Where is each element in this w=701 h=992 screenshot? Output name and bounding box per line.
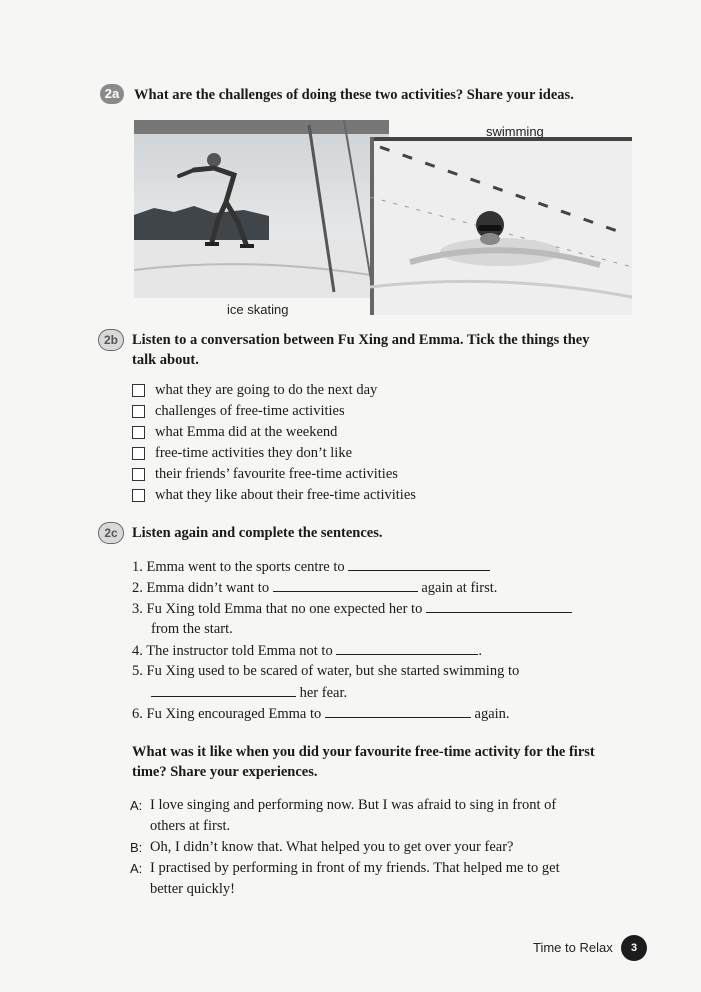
answer-blank[interactable] [151,682,296,697]
checkbox[interactable] [132,405,145,418]
answer-blank[interactable] [426,598,572,613]
checkbox-label: free-time activities they don’t like [155,445,353,461]
checkbox-label: their friends’ favourite free-time activities [155,466,398,482]
headphones-icon: 2b [103,333,118,347]
dialogue-line: I practised by performing in front of my friends. That helped me to get [150,860,560,876]
speaker-label: A: [130,861,143,876]
checkbox-label: what Emma did at the weekend [155,424,338,440]
exercise-2a-prompt: What are the challenges of doing these two activities? Share your ideas. [134,87,574,103]
checkbox-label: what they like about their free-time activities [155,487,416,503]
checkbox[interactable] [132,384,145,397]
exercise-badge-2b [98,329,124,351]
checkbox-label: challenges of free-time activities [155,403,345,419]
answer-blank[interactable] [348,556,490,571]
answer-blank[interactable] [325,703,471,718]
dialogue-line: I love singing and performing now. But I was afraid to sing in front of [150,797,557,813]
dialogue-line: Oh, I didn’t know that. What helped you to get over your fear? [150,839,514,855]
list-item[interactable] [132,382,377,399]
list-item[interactable] [132,445,352,462]
checkbox[interactable] [132,489,145,502]
ice-skating-photo [134,120,389,298]
speaker-label: B: [130,840,143,855]
answer-blank[interactable] [336,640,478,655]
exercise-2b-prompt-line1: Listen to a conversation between Fu Xing and Emma. Tick the things they [132,332,590,348]
checkbox[interactable] [132,468,145,481]
checkbox[interactable] [132,447,145,460]
list-item[interactable] [132,424,337,441]
list-item[interactable] [132,403,345,420]
list-item[interactable] [132,466,398,483]
exercise-badge-2c [98,522,124,544]
sentence-6: 6. Fu Xing encouraged Emma to again. [132,703,510,724]
page-number: 3 [621,935,647,961]
speaker-label: A: [130,798,143,813]
sentence-3: 3. Fu Xing told Emma that no one expected her to [132,598,572,619]
exercise-2d-prompt-line1: What was it like when you did your favourite free-time activity for the first [132,744,595,760]
footer-unit-title: Time to Relax [533,940,613,955]
checkbox-label: what they are going to do the next day [155,382,378,398]
sentence-5-continued: her fear. [151,682,347,703]
exercise-badge-2a: 2a [100,84,124,104]
sentence-5: 5. Fu Xing used to be scared of water, but she started swimming to [132,663,520,679]
ice-skating-label: ice skating [227,302,289,317]
dialogue-line: better quickly! [150,881,235,897]
checkbox[interactable] [132,426,145,439]
sentence-3-continued: from the start. [151,621,233,637]
sentence-2: 2. Emma didn’t want to again at first. [132,577,497,598]
dialogue-line: others at first. [150,818,231,834]
swimming-photo [370,137,632,315]
headphones-icon: 2c [104,526,118,540]
answer-blank[interactable] [273,577,418,592]
sentence-4: 4. The instructor told Emma not to . [132,640,482,661]
exercise-2d-prompt-line2: time? Share your experiences. [132,764,318,780]
exercise-2c-prompt: Listen again and complete the sentences. [132,525,383,541]
exercise-2b-prompt-line2: talk about. [132,352,199,368]
sentence-1: 1. Emma went to the sports centre to [132,556,490,577]
list-item[interactable] [132,487,416,504]
swimming-label: swimming [486,124,544,139]
